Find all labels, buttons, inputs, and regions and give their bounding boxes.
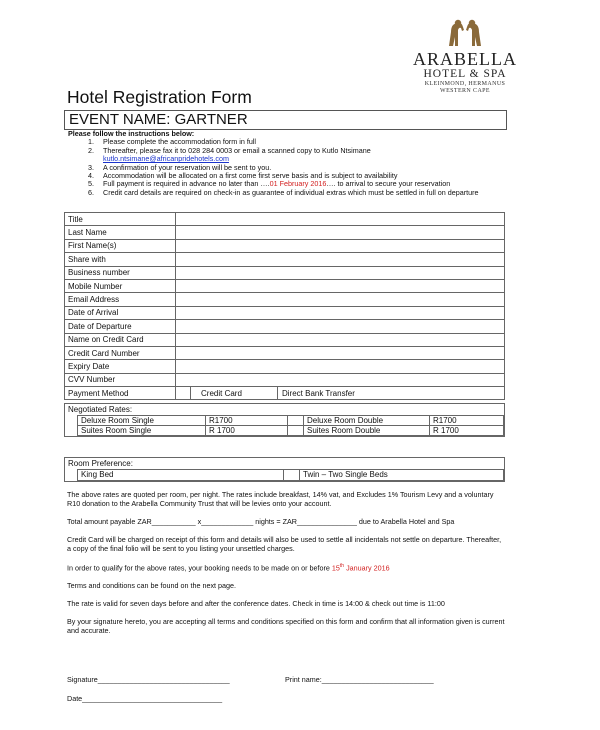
terms-reference: Terms and conditions can be found on the next page. — [67, 581, 237, 591]
field-input[interactable] — [176, 239, 505, 252]
table-row — [78, 416, 504, 426]
field-label: Date of Departure — [65, 320, 176, 333]
field-label: CVV Number — [65, 373, 176, 386]
print-name-line[interactable]: Print name:____________________________ — [285, 675, 434, 684]
terms-section — [67, 490, 507, 644]
email-link[interactable]: kutlo.ntsimane@africanpridehotels.com — [103, 154, 229, 164]
preference-table — [77, 469, 504, 481]
table-row — [65, 346, 505, 359]
field-input[interactable] — [176, 226, 505, 239]
table-row — [65, 333, 505, 346]
credit-card-note: Credit Card will be charged on receipt of this form and details will also be used to settle all incidentals not settle on departure. Thereafter, a copy of the final folio will be sent to you listing your unsettled charges. — [67, 535, 502, 553]
field-input[interactable] — [176, 279, 505, 292]
field-input[interactable] — [176, 333, 505, 346]
table-row — [78, 470, 504, 481]
bank-transfer-option[interactable]: Direct Bank Transfer — [282, 388, 355, 398]
field-label: Title — [65, 213, 176, 226]
instructions-heading: Please follow the instructions below: — [68, 129, 195, 138]
payment-method-label: Payment Method — [65, 387, 176, 400]
field-label: Date of Arrival — [65, 306, 176, 319]
lions-emblem-icon — [443, 18, 487, 48]
table-row — [65, 293, 505, 306]
field-input[interactable] — [176, 293, 505, 306]
room-rate: R 1700 — [430, 426, 504, 436]
event-name: EVENT NAME: GARTNER — [64, 110, 507, 130]
form-title: Hotel Registration Form — [67, 87, 252, 107]
room-type: Deluxe Room Single — [78, 416, 206, 426]
rates-table — [77, 415, 504, 436]
rate-checkbox[interactable] — [288, 426, 304, 436]
table-row — [78, 426, 504, 436]
rates-note: The above rates are quoted per room, per night. The rates include breakfast, 14% vat, and Excludes 1% Tourism Levy and a voluntary R10 donation to the Arabella Community Trust that will be levies onto your account. — [67, 490, 494, 508]
hotel-logo — [400, 18, 530, 95]
brand-location-1: KLEINMOND, HERMANUS — [424, 81, 506, 87]
preference-checkbox[interactable] — [284, 470, 300, 481]
rates-caption: Negotiated Rates: — [68, 405, 133, 414]
instruction-item: 3. A confirmation of your reservation will be sent to you. — [88, 162, 272, 172]
table-row — [65, 306, 505, 319]
date-line[interactable]: Date___________________________________ — [67, 694, 223, 703]
rate-checkbox[interactable] — [288, 416, 304, 426]
field-label: Business number — [65, 266, 176, 279]
field-input[interactable] — [176, 346, 505, 359]
brand-name: ARABELLA — [413, 49, 517, 69]
booking-deadline: In order to qualify for the above rates, your booking needs to be made on or before 15th January 2016 — [67, 563, 390, 573]
table-row — [65, 320, 505, 333]
field-label: Last Name — [65, 226, 176, 239]
field-label: Share with — [65, 253, 176, 266]
signature-line[interactable]: Signature_________________________________ — [67, 675, 230, 684]
brand-subtitle: HOTEL & SPA — [423, 68, 507, 80]
field-label: Name on Credit Card — [65, 333, 176, 346]
table-row — [65, 213, 505, 226]
table-row — [65, 266, 505, 279]
field-input[interactable] — [176, 253, 505, 266]
room-type: Suites Room Single — [78, 426, 206, 436]
registration-table — [64, 212, 505, 400]
credit-card-checkbox[interactable] — [176, 387, 191, 399]
instruction-item: 2. Thereafter, please fax it to 028 284 0003 or email a scanned copy to Kutlo Ntsimane kutlo.ntsimane@africanpridehotels.com — [88, 145, 371, 164]
validity-note: The rate is valid for seven days before and after the conference dates. Check in time is 14:00 & check out time is 11:00 — [67, 599, 445, 609]
table-row — [65, 279, 505, 292]
table-row — [65, 226, 505, 239]
instruction-item: 6. Credit card details are required on check-in as guarantee of individual extras which must be settled in full on departure — [88, 187, 479, 197]
table-row — [65, 373, 505, 386]
instructions — [68, 130, 508, 197]
room-rate: R 1700 — [206, 426, 288, 436]
field-input[interactable] — [176, 213, 505, 226]
field-label: Mobile Number — [65, 279, 176, 292]
field-label: First Name(s) — [65, 239, 176, 252]
room-rate: R1700 — [430, 416, 504, 426]
table-row — [65, 387, 505, 400]
deadline-date: 01 February 2016 — [269, 179, 327, 189]
brand-location-2: WESTERN CAPE — [440, 88, 490, 94]
instruction-item: 4. Accommodation will be allocated on a first come first serve basis and is subject to availability — [88, 171, 398, 181]
table-row — [65, 239, 505, 252]
credit-card-option[interactable]: Credit Card — [191, 387, 278, 399]
twin-bed-option[interactable]: Twin – Two Single Beds — [300, 470, 504, 481]
field-label: Expiry Date — [65, 360, 176, 373]
king-bed-option[interactable]: King Bed — [78, 470, 284, 481]
acceptance-note: By your signature hereto, you are accepting all terms and conditions specified on this form and confirm that all information given is current and accurate. — [67, 617, 505, 636]
field-label: Email Address — [65, 293, 176, 306]
instruction-item: 5. Full payment is required in advance no later than ….01 February 2016…. to arrival to secure your reservation — [88, 179, 451, 189]
field-input[interactable] — [176, 360, 505, 373]
field-input[interactable] — [176, 320, 505, 333]
room-preference — [64, 457, 505, 482]
field-label: Credit Card Number — [65, 346, 176, 359]
field-input[interactable] — [176, 373, 505, 386]
room-rate: R1700 — [206, 416, 288, 426]
instruction-item: 1. Please complete the accommodation form in full — [88, 137, 257, 147]
negotiated-rates — [64, 403, 505, 437]
table-row — [65, 360, 505, 373]
room-type: Deluxe Room Double — [304, 416, 430, 426]
room-type: Suites Room Double — [304, 426, 430, 436]
field-input[interactable] — [176, 266, 505, 279]
total-payable: Total amount payable ZAR___________ x_____________ nights = ZAR_______________ due to Arabella Hotel and Spa — [67, 517, 455, 526]
table-row — [65, 253, 505, 266]
field-input[interactable] — [176, 306, 505, 319]
preference-caption: Room Preference: — [68, 459, 133, 468]
